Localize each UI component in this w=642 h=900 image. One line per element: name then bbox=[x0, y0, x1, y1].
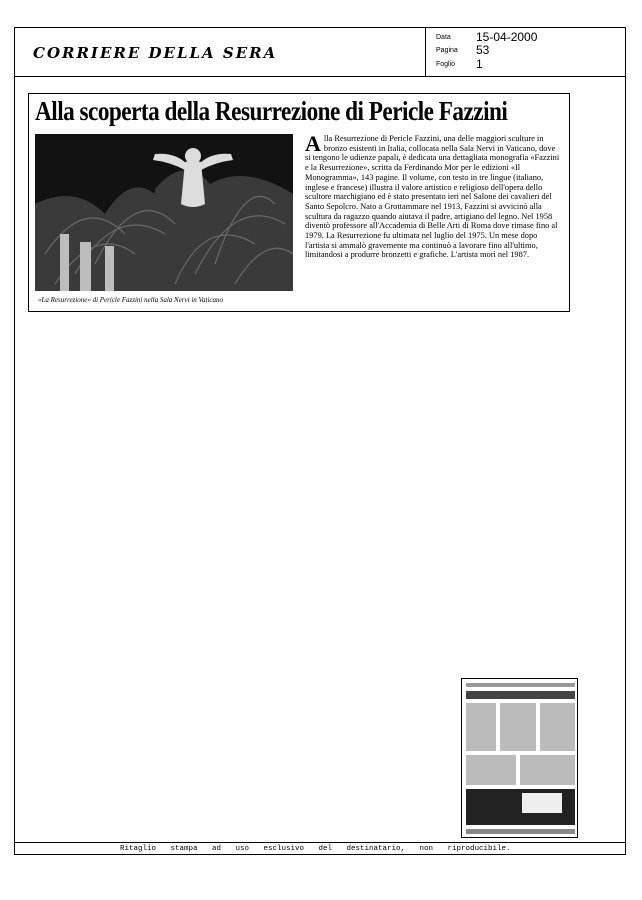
date-value: 15-04-2000 bbox=[476, 30, 538, 44]
page-value: 53 bbox=[476, 43, 490, 57]
article-headline: Alla scoperta della Resurrezione di Pericle Fazzini bbox=[35, 96, 508, 126]
photo-caption: «La Resurrezione» di Pericle Fazzini nella Sala Nervi in Vaticano bbox=[38, 296, 224, 304]
page-thumbnail bbox=[461, 678, 578, 838]
newspaper-masthead: CORRIERE DELLA SERA bbox=[33, 44, 278, 62]
article-body bbox=[305, 131, 563, 260]
sheet-label: Foglio bbox=[436, 61, 456, 68]
sculpture-photo bbox=[35, 134, 293, 291]
page-label: Pagina bbox=[436, 47, 458, 54]
sheet-value: 1 bbox=[476, 57, 483, 71]
drop-cap: A bbox=[305, 131, 321, 156]
date-label: Data bbox=[436, 34, 451, 41]
copyright-notice: Ritaglio stampa ad uso esclusivo del destinatario, non riproducibile. bbox=[120, 845, 511, 853]
article-text: lla Resurrezione di Pericle Fazzini, una delle maggiori sculture in bronzo esistenti in Italia, collocata nella Sala Nervi in Vaticano, dove si tengono le udienze papali, è dedicata una dettagliata monografia «Fazzini e la Resurrezione», scritta da Ferdinando Mor per le edizioni «Il Monogramma», 143 pagine. Il volume, con testo in tre lingue (italiano, inglese e francese) illustra il valore artistico e religioso dell'opera dello scultore marchigiano ed è stato presentato ieri nel Salone dei cavalieri del Santo Sepolcro. Nato a Grottammare nel 1913, Fazzini si avvicinò alla scultura da ragazzo quando aiutava il padre, artigiano del legno. Nel 1958 diventò professore all'Accademia di Belle Arti di Roma dove rimase fino al 1979. La Resurrezione fu ultimata nel luglio del 1975. Un mese dopo l'artista si ammalò gravemente ma continuò a lavorare fino all'ultimo, limitandosi a produrre bronzetti e grafiche. L'artista morì nel 1987. bbox=[305, 134, 560, 260]
